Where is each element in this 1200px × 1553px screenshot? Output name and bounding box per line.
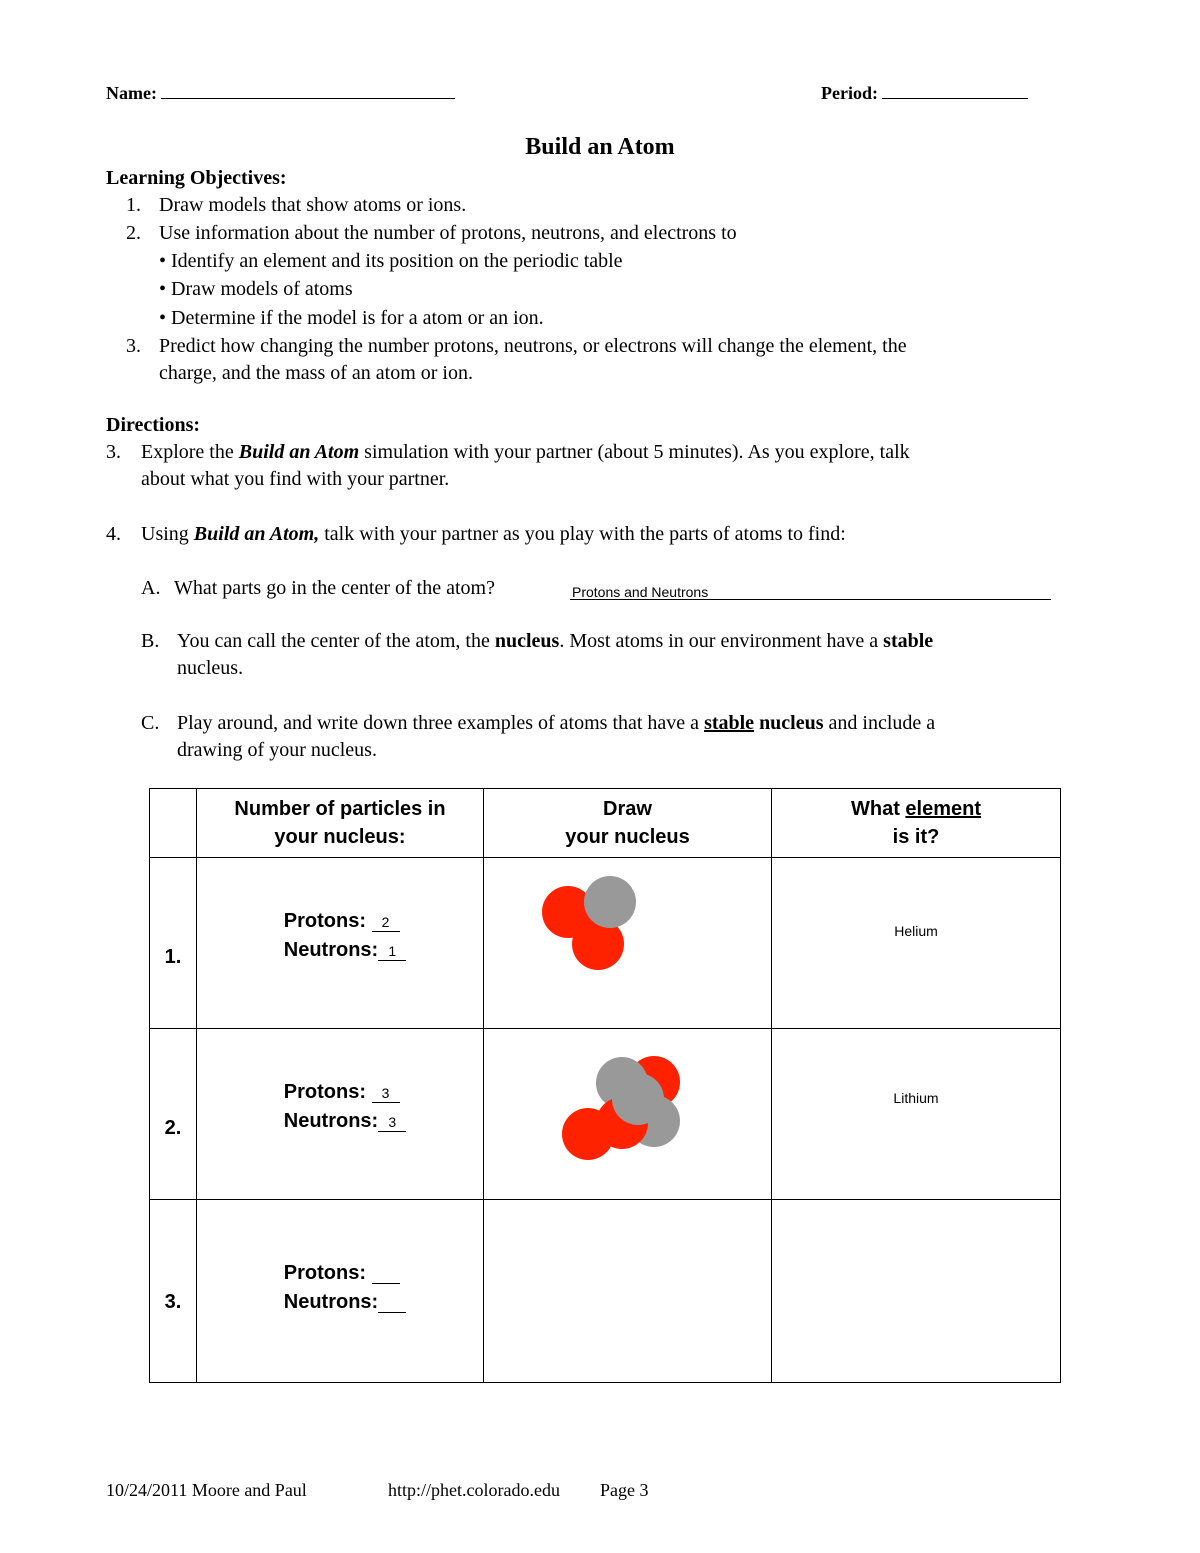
objective-2-text: Use information about the number of protons, neutrons, and electrons to [159,222,737,244]
step-3-num: 3. [106,441,121,463]
footer-url[interactable]: http://phet.colorado.edu [388,1480,560,1500]
header-particles: Number of particles in your nucleus: [197,789,484,858]
objectives-heading: Learning Objectives: [106,167,287,189]
objective-3-text-1: Predict how changing the number protons, neutrons, or electrons will change the element, the [159,335,907,357]
question-a-answer: Protons and Neutrons [572,584,709,600]
protons-value[interactable]: 3 [372,1084,400,1103]
header-element: What element is it? [772,789,1061,858]
period-field [821,78,1028,104]
directions-heading: Directions: [106,414,201,436]
element-cell[interactable] [772,1029,1061,1200]
question-a-letter: A. [141,577,161,599]
objective-bullet-3: • Determine if the model is for a atom or an ion. [159,307,544,329]
neutrons-value[interactable] [378,1294,406,1313]
name-blank[interactable] [161,78,455,99]
drawing-cell[interactable] [484,1200,772,1383]
drawing-cell[interactable] [484,858,772,1029]
header-draw: Draw your nucleus [484,789,772,858]
element-answer: Lithium [893,1090,939,1106]
nucleus-drawing [484,858,771,1023]
bullet-glyph: • [159,278,167,300]
objective-bullet-1: • Identify an element and its position on the periodic table [159,250,623,272]
table-row [150,1200,1061,1383]
question-b-letter: B. [141,630,160,652]
element-answer: Helium [894,923,938,939]
sim-name: Build an Atom, [193,523,320,545]
name-label: Name: [106,83,157,103]
nucleus-drawing [484,1029,771,1194]
objective-3-num: 3. [126,335,141,357]
question-c-text-2: drawing of your nucleus. [177,739,377,761]
particles-cell: Protons: 3 Neutrons: 3 [197,1029,484,1200]
neutrons-value[interactable]: 3 [378,1113,406,1132]
question-c-text: Play around, and write down three examples of atoms that have a stable nucleus and include a [177,712,936,734]
page-title: Build an Atom [525,134,675,160]
table-header-row [150,789,1061,858]
step-3-text: Explore the Build an Atom simulation with your partner (about 5 minutes). As you explore, talk [141,441,910,463]
header-empty-cell [150,789,197,858]
objective-1-text: Draw models that show atoms or ions. [159,194,467,216]
row-number: 2. [150,1029,197,1200]
objective-1-num: 1. [126,194,141,216]
neutrons-value[interactable]: 1 [378,942,406,961]
question-b-text: You can call the center of the atom, the nucleus. Most atoms in our environment have a stable [177,630,934,652]
neutron-particle [612,1073,664,1125]
row-number: 3. [150,1200,197,1383]
bullet-glyph: • [159,250,167,272]
footer-date-authors: 10/24/2011 Moore and Paul [106,1480,307,1500]
particles-cell: Protons: Neutrons: [197,1200,484,1383]
footer-page-number: Page 3 [600,1480,649,1500]
bullet-glyph: • [159,307,167,329]
question-a-text: What parts go in the center of the atom? [174,577,495,599]
objective-2-num: 2. [126,222,141,244]
protons-value[interactable] [372,1265,400,1284]
step-4-text: Using Build an Atom, talk with your partner as you play with the parts of atoms to find: [141,523,846,545]
drawing-cell[interactable] [484,1029,772,1200]
nucleus-table [149,788,1061,1383]
table-row [150,1029,1061,1200]
element-cell[interactable] [772,858,1061,1029]
period-label: Period: [821,83,878,103]
particles-cell: Protons: 2 Neutrons: 1 [197,858,484,1029]
objective-3-text-2: charge, and the mass of an atom or ion. [159,362,473,384]
question-c-letter: C. [141,712,160,734]
table-row [150,858,1061,1029]
step-3-text-2: about what you find with your partner. [141,468,450,490]
neutron-particle [584,876,636,928]
question-a-answer-field[interactable] [570,583,1051,600]
objective-bullet-2: • Draw models of atoms [159,278,353,300]
step-4-num: 4. [106,523,121,545]
proton-particle [562,1108,614,1160]
name-field [106,78,455,104]
row-number: 1. [150,858,197,1029]
protons-value[interactable]: 2 [372,913,400,932]
question-b-text-2: nucleus. [177,657,244,679]
sim-name: Build an Atom [238,441,360,463]
period-blank[interactable] [882,78,1028,99]
element-cell[interactable] [772,1200,1061,1383]
